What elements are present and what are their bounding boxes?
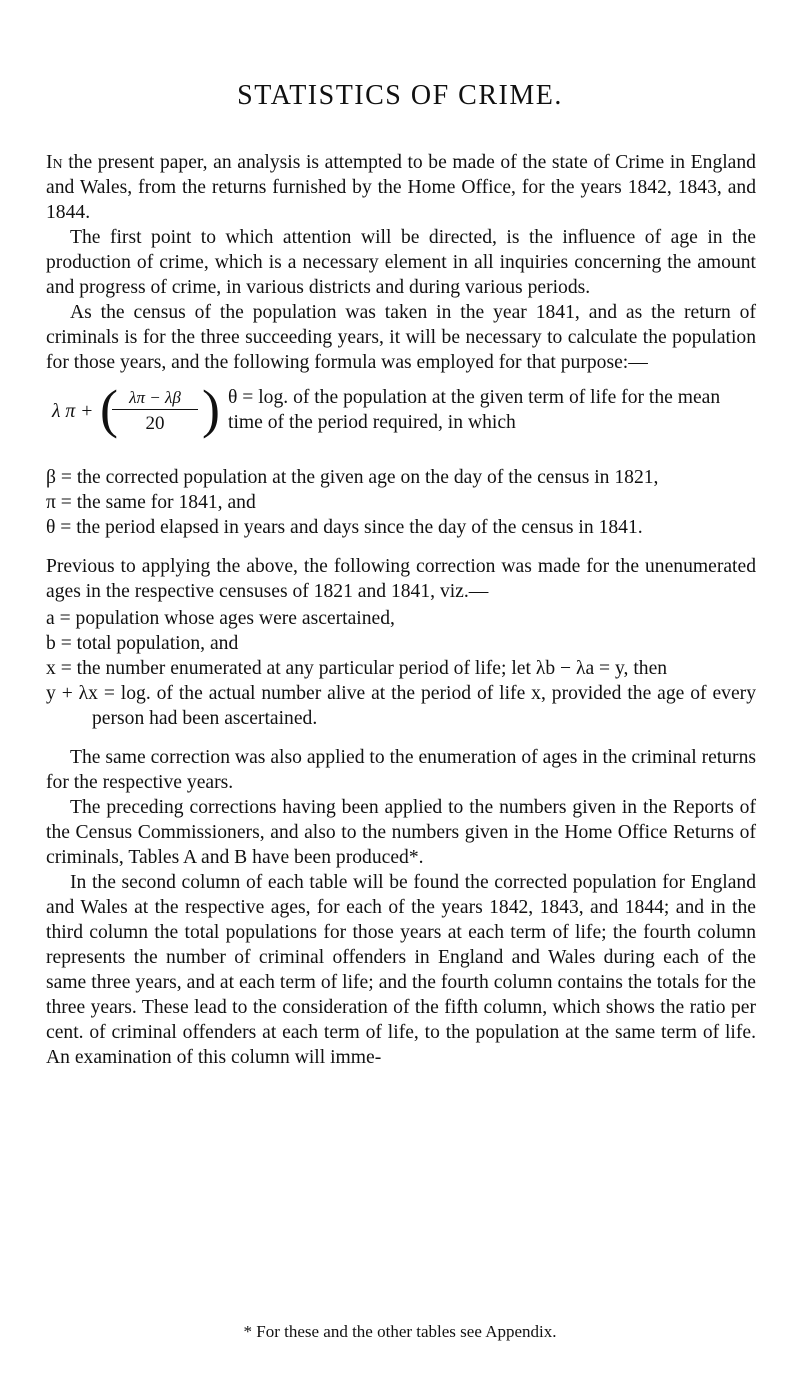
paragraph-1 — [46, 150, 756, 225]
correction-definitions — [46, 606, 756, 731]
paragraph-1-text: the present paper, an analysis is attempted to be made of the state of Crime in England and Wales, from the returns furnished by the Home Office, for the years 1842, 1843, and 1844. — [46, 152, 756, 223]
formula-denominator: 20 — [145, 413, 165, 434]
paragraph-2: The first point to which attention will be directed, is the influence of age in the production of crime, which is a necessary element in all inquiries concerning the amount and progress of crime, in various districts and during various periods. — [46, 227, 756, 298]
definition-beta: β = the corrected population at the given age on the day of the census in 1821, — [46, 467, 659, 488]
paragraph-5: The same correction was also applied to the enumeration of ages in the criminal returns for the respective years. — [46, 747, 756, 793]
formula-expression — [52, 379, 230, 441]
definition-b: b = total population, and — [46, 633, 239, 654]
paragraph-3: As the census of the population was taken in the year 1841, and as the return of criminals is for the three succeeding years, it will be necessary to calculate the population for those years, and the following formula was employed for that purpose:— — [46, 302, 756, 373]
page-title: STATISTICS OF CRIME. — [237, 80, 563, 111]
fraction-bar — [112, 409, 198, 410]
formula-theta-definition: θ = log. of the population at the given term of life for the mean time of the period required, in which — [228, 387, 721, 433]
formula-lead: λ π + — [52, 401, 94, 422]
right-paren-icon: ) — [202, 379, 220, 439]
paragraph-1-lead: In — [46, 152, 63, 173]
paragraph-7: In the second column of each table will be found the corrected population for England and Wales at the respective ages, for each of the years 1842, 1843, and 1844; and in the third column the total populations for those years at each term of life; the fourth column represents the number of criminal offenders in England and Wales during each of the same three years, and at each term of life; and the fourth column contains the totals for the three years. These lead to the consideration of the fifth column, which shows the ratio per cent. of criminal offenders at each term of life, to the population at the same term of life. An examination of this column will imme- — [46, 872, 756, 1068]
formula-numerator: λπ − λβ — [129, 388, 181, 407]
footnote: * For these and the other tables see Appendix. — [243, 1322, 557, 1341]
paragraph-6: The preceding corrections having been applied to the numbers given in the Reports of the Census Commissioners, and also to the numbers given in the Home Office Returns of criminals, Tables A and B have been produced*. — [46, 797, 756, 868]
body-text — [46, 150, 756, 1070]
formula-definitions — [46, 465, 756, 540]
definition-pi: π = the same for 1841, and — [46, 492, 256, 513]
left-paren-icon: ( — [100, 379, 118, 439]
definition-y: y + λx = log. of the actual number alive at the period of life x, provided the age of every person had been ascertained. — [46, 683, 756, 729]
definition-theta: θ = the period elapsed in years and days since the day of the census in 1841. — [46, 517, 643, 538]
definition-x: x = the number enumerated at any particular period of life; let λb − λa = y, then — [46, 658, 668, 679]
definition-a: a = population whose ages were ascertained, — [46, 608, 395, 629]
paragraph-4: Previous to applying the above, the following correction was made for the unenumerated ages in the respective censuses of 1821 and 1841, viz.— — [46, 556, 756, 602]
population-formula — [46, 379, 756, 463]
